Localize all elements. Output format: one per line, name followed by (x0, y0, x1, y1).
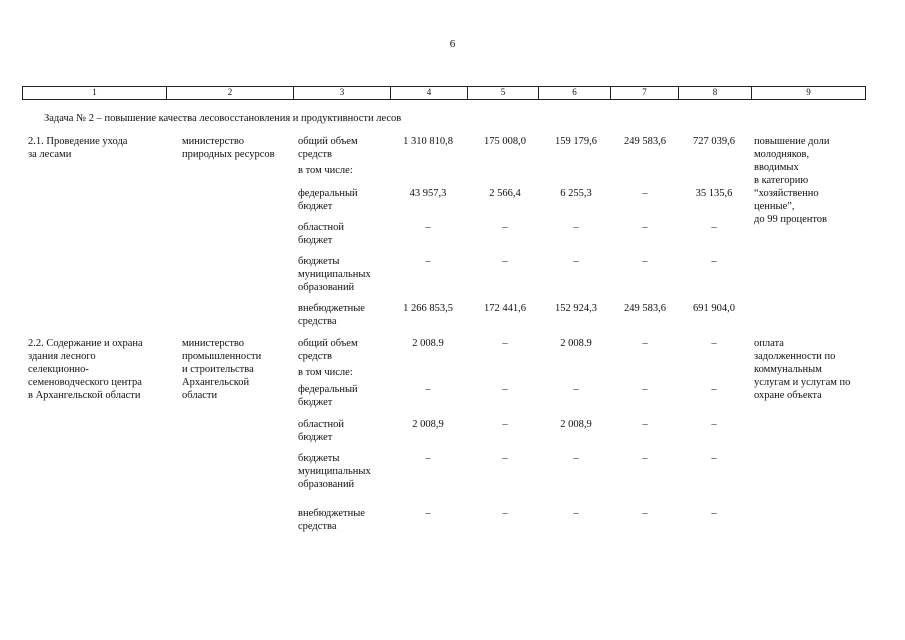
row-label-total: общий объем средств (298, 338, 358, 362)
value-cell: 43 957,3 (409, 188, 447, 199)
value-cell: – (502, 384, 508, 395)
value-cell: 727 039,6 (693, 136, 735, 147)
value-cell: – (573, 453, 579, 464)
value-cell: 1 310 810,8 (403, 136, 453, 147)
value-cell: – (573, 256, 579, 267)
section-name: 2.2. Содержание и охрана здания лесного селекционно- семеноводческого центра в Архангельской области (28, 338, 143, 401)
value-cell: 249 583,6 (624, 136, 666, 147)
value-cell: 1 266 853,5 (403, 303, 453, 314)
row-label-regional: областной бюджет (298, 419, 344, 443)
row-label-extrabudgetary: внебюджетные средства (298, 303, 365, 327)
value-cell: – (642, 338, 648, 349)
row-label-regional: областной бюджет (298, 222, 344, 246)
value-cell: – (642, 419, 648, 430)
value-cell: – (425, 508, 431, 519)
value-cell: – (711, 384, 717, 395)
col-header-3: 3 (294, 87, 391, 99)
value-cell: – (502, 419, 508, 430)
section-result: оплата задолженности по коммунальным услугам и услугам по охране объекта (754, 338, 851, 401)
value-cell: – (711, 222, 717, 233)
value-cell: – (502, 222, 508, 233)
value-cell: – (711, 419, 717, 430)
row-label-federal: федеральный бюджет (298, 188, 358, 212)
row-label-extrabudgetary: внебюджетные средства (298, 508, 365, 532)
section-executor: министерство природных ресурсов (182, 136, 275, 160)
row-label-municipal: бюджеты муниципальных образований (298, 453, 371, 490)
value-cell: – (642, 188, 648, 199)
col-header-5: 5 (468, 87, 539, 99)
col-header-4: 4 (391, 87, 468, 99)
row-label-total: общий объем средств (298, 136, 358, 160)
value-cell: 2 008,9 (560, 419, 592, 430)
value-cell: 175 008,0 (484, 136, 526, 147)
value-cell: – (642, 256, 648, 267)
value-cell: 159 179,6 (555, 136, 597, 147)
value-cell: – (425, 256, 431, 267)
row-label-including: в том числе: (298, 367, 353, 378)
value-cell: 2 008.9 (560, 338, 592, 349)
task-heading: Задача № 2 – повышение качества лесовосстановления и продуктивности лесов (44, 113, 402, 124)
row-label-including: в том числе: (298, 165, 353, 176)
value-cell: – (573, 384, 579, 395)
col-header-8: 8 (679, 87, 752, 99)
col-header-1: 1 (23, 87, 167, 99)
value-cell: 152 924,3 (555, 303, 597, 314)
value-cell: – (642, 384, 648, 395)
value-cell: – (642, 222, 648, 233)
value-cell: 691 904,0 (693, 303, 735, 314)
col-header-2: 2 (167, 87, 294, 99)
value-cell: – (502, 453, 508, 464)
value-cell: – (425, 222, 431, 233)
value-cell: 2 008,9 (412, 419, 444, 430)
value-cell: – (425, 384, 431, 395)
col-header-9: 9 (806, 87, 811, 97)
value-cell: – (711, 256, 717, 267)
row-label-municipal: бюджеты муниципальных образований (298, 256, 371, 293)
section-result: повышение доли молодняков, вводимых в категорию “хозяйственно ценные”, до 99 процентов (754, 136, 830, 225)
value-cell: 172 441,6 (484, 303, 526, 314)
section-executor: министерство промышленности и строительства Архангельской области (182, 338, 262, 401)
value-cell: – (573, 222, 579, 233)
value-cell: – (642, 508, 648, 519)
value-cell: 2 008.9 (412, 338, 444, 349)
value-cell: 249 583,6 (624, 303, 666, 314)
section-name: 2.1. Проведение ухода за лесами (28, 136, 128, 160)
value-cell: – (502, 338, 508, 349)
value-cell: – (573, 508, 579, 519)
value-cell: – (425, 453, 431, 464)
value-cell: 35 135,6 (695, 188, 733, 199)
page-number: 6 (449, 38, 456, 50)
column-header-row (22, 86, 866, 100)
row-label-federal: федеральный бюджет (298, 384, 358, 408)
value-cell: 2 566,4 (489, 188, 521, 199)
value-cell: – (502, 508, 508, 519)
value-cell: – (642, 453, 648, 464)
value-cell: – (502, 256, 508, 267)
value-cell: – (711, 453, 717, 464)
value-cell: – (711, 508, 717, 519)
value-cell: 6 255,3 (560, 188, 592, 199)
value-cell: – (711, 338, 717, 349)
col-header-7: 7 (611, 87, 679, 99)
col-header-6: 6 (539, 87, 611, 99)
